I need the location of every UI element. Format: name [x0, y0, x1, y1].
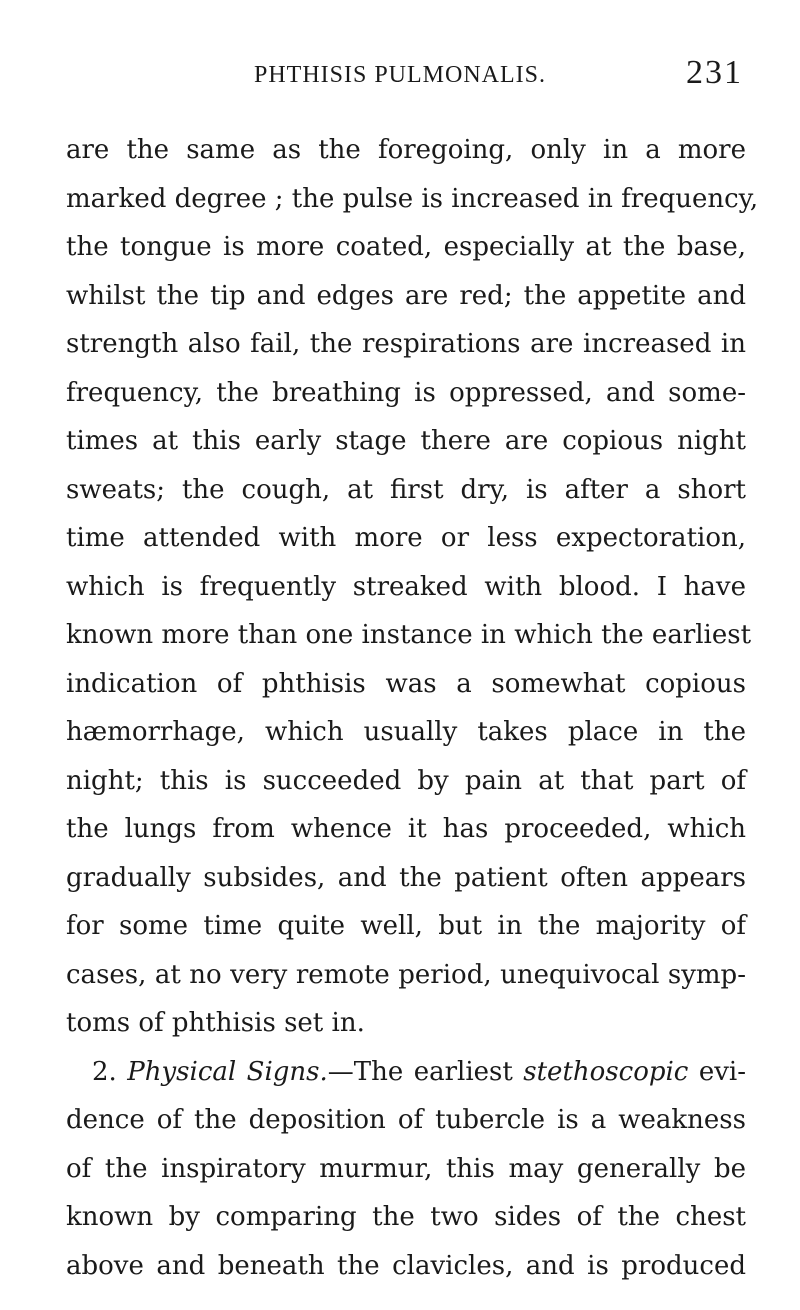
page-number: 231	[686, 54, 743, 91]
section-intro: —The earliest	[327, 1056, 513, 1087]
text-line: are the same as the foregoing, only in a more	[66, 135, 746, 165]
text-line: gradually subsides, and the patient often appears	[66, 862, 746, 893]
text-line: dence of the deposition of tubercle is a weakness	[66, 1105, 746, 1135]
running-title: PHTHISIS PULMONALIS.	[253, 62, 547, 88]
paragraph-end-line: toms of phthisis set in.	[66, 1008, 365, 1038]
text-line: time attended with more or less expectoration,	[66, 523, 746, 553]
text-line: known by comparing the two sides of the chest	[66, 1202, 746, 1232]
text-line: known more than one instance in which the earliest	[66, 620, 752, 650]
text-line: cases, at no very remote period, unequivocal symp-	[66, 959, 746, 990]
text-line: hæmorrhage, which usually takes place in the	[66, 717, 746, 747]
text-line: which is frequently streaked with blood. I have	[66, 571, 746, 602]
body-text	[66, 126, 759, 1290]
text-line: for some time quite well, but in the majority of	[66, 911, 746, 941]
hyphenated-word: evi-	[698, 1056, 746, 1087]
text-line: strength also fail, the respirations are increased in	[66, 329, 746, 359]
section-number: 2.	[92, 1056, 117, 1087]
text-line: whilst the tip and edges are red; the appetite and	[66, 280, 746, 311]
italic-term: stethoscopic	[523, 1056, 689, 1087]
text-line: the tongue is more coated, especially at the base,	[66, 232, 746, 262]
text-line: frequency, the breathing is oppressed, and some-	[66, 377, 746, 408]
text-line: night; this is succeeded by pain at that part of	[66, 765, 746, 796]
text-line: the lungs from whence it has proceeded, which	[66, 814, 746, 844]
text-line: times at this early stage there are copious night	[66, 426, 746, 456]
section-heading: Physical Signs.	[127, 1056, 328, 1087]
text-line: indication of phthisis was a somewhat copious	[66, 668, 746, 699]
text-line: marked degree ; the pulse is increased in frequency,	[66, 183, 759, 214]
text-line: of the inspiratory murmur, this may generally be	[66, 1153, 746, 1184]
text-line: above and beneath the clavicles, and is produced	[66, 1250, 746, 1281]
text-line: sweats; the cough, at first dry, is after a short	[66, 474, 746, 505]
section-heading-line	[66, 1048, 746, 1097]
